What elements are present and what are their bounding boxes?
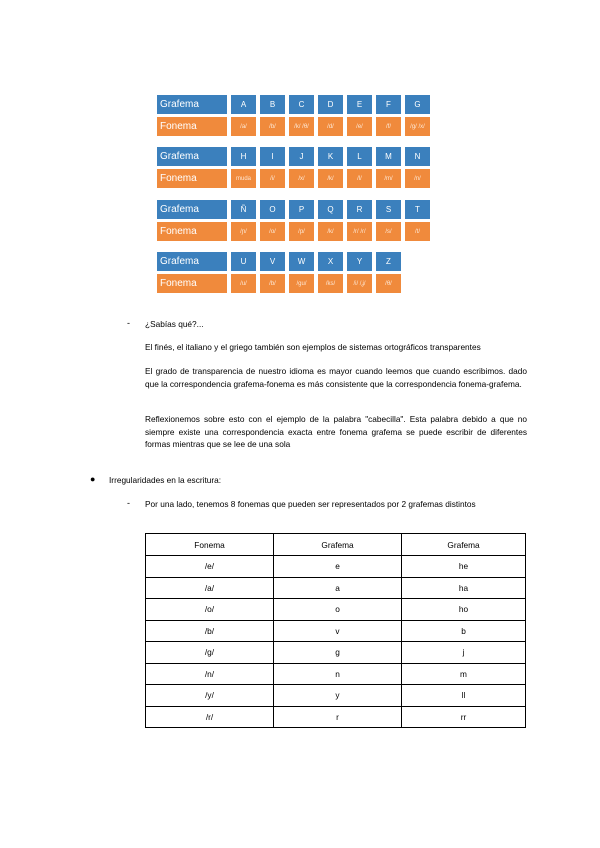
fonema-cell: /m/ — [376, 169, 401, 188]
table-row — [146, 706, 526, 728]
grafema-row-2 — [157, 147, 434, 166]
grafema-cell: y — [274, 685, 402, 707]
fonema-cell: /a/ — [231, 117, 256, 136]
grafema-cell: rr — [402, 706, 526, 728]
fonema-cell: /e/ — [146, 556, 274, 578]
grafema-row-1 — [157, 95, 434, 114]
bullet-icon: ● — [90, 474, 96, 484]
fonema-label: Fonema — [157, 169, 227, 188]
fonema-row-3 — [157, 222, 434, 241]
fonema-cell: /k/ — [318, 222, 343, 241]
grafema-cell: g — [274, 642, 402, 664]
grafema-cell: E — [347, 95, 372, 114]
fonema-cell: /gu/ — [289, 274, 314, 293]
grafema-cell: b — [402, 620, 526, 642]
grafema-cell: W — [289, 252, 314, 271]
fonema-cell: /k/ — [318, 169, 343, 188]
fonema-cell: /k/ /θ/ — [289, 117, 314, 136]
list-dash: - — [127, 318, 130, 328]
fonema-cell: /t/ — [405, 222, 430, 241]
grafema-cell: J — [289, 147, 314, 166]
fonema-cell: /g/ — [146, 642, 274, 664]
column-header: Fonema — [146, 534, 274, 556]
grafema-cell: O — [260, 200, 285, 219]
grafema-cell: Y — [347, 252, 372, 271]
grafema-cell: N — [405, 147, 430, 166]
grafema-cell: R — [347, 200, 372, 219]
grafema-cell: X — [318, 252, 343, 271]
fonema-row-1 — [157, 117, 434, 136]
fonema-cell: /a/ — [146, 577, 274, 599]
grafema-cell: ll — [402, 685, 526, 707]
fonema-cell: /r/ /ɾ/ — [347, 222, 372, 241]
grafema-cell: A — [231, 95, 256, 114]
fonema-grafema-table — [145, 533, 526, 728]
fonema-row-4 — [157, 274, 405, 293]
grafema-cell: m — [402, 663, 526, 685]
sabias-paragraph-1: El finés, el italiano y el griego también son ejemplos de sistemas ortográficos transparentes — [145, 342, 481, 352]
fonema-cell: /d/ — [318, 117, 343, 136]
grafema-cell: C — [289, 95, 314, 114]
fonema-cell: /f/ — [376, 117, 401, 136]
grafema-label: Grafema — [157, 200, 227, 219]
fonema-cell: /b/ — [146, 620, 274, 642]
list-dash: - — [127, 498, 130, 508]
fonema-cell: /l/ — [347, 169, 372, 188]
grafema-cell: Q — [318, 200, 343, 219]
irregularidades-intro: Por una lado, tenemos 8 fonemas que pueden ser representados por 2 grafemas distintos — [145, 499, 476, 509]
grafema-cell: G — [405, 95, 430, 114]
grafema-label: Grafema — [157, 95, 227, 114]
fonema-cell: /e/ — [347, 117, 372, 136]
fonema-cell: /i/ — [260, 169, 285, 188]
sabias-paragraph-3: Reflexionemos sobre esto con el ejemplo de la palabra "cabecilla". Esta palabra debido a que no siempre existe una correspondencia exacta entre fonema grafema se puede escribir de diferentes formas mientras que se lee de una sola — [145, 414, 527, 449]
grafema-cell: Z — [376, 252, 401, 271]
grafema-cell: he — [402, 556, 526, 578]
table-row — [146, 599, 526, 621]
table-row — [146, 685, 526, 707]
fonema-cell: /s/ — [376, 222, 401, 241]
fonema-label: Fonema — [157, 222, 227, 241]
grafema-label: Grafema — [157, 252, 227, 271]
grafema-cell: ha — [402, 577, 526, 599]
fonema-cell: /u/ — [231, 274, 256, 293]
grafema-cell: Ñ — [231, 200, 256, 219]
grafema-cell: a — [274, 577, 402, 599]
grafema-cell: r — [274, 706, 402, 728]
table-header-row — [146, 534, 526, 556]
fonema-cell: /n/ — [405, 169, 430, 188]
table-row — [146, 577, 526, 599]
grafema-cell: L — [347, 147, 372, 166]
grafema-cell: B — [260, 95, 285, 114]
fonema-label: Fonema — [157, 117, 227, 136]
column-header: Grafema — [274, 534, 402, 556]
fonema-cell: /o/ — [146, 599, 274, 621]
grafema-row-3 — [157, 200, 434, 219]
sabias-paragraph-2: El grado de transparencia de nuestro idioma es mayor cuando leemos que cuando escribimos. dado que la correspondencia grafema-fonema es más consistente que la correspondencia fonema-grafema. — [145, 366, 527, 389]
grafema-cell: ho — [402, 599, 526, 621]
fonema-cell: /y/ — [146, 685, 274, 707]
fonema-cell: muda — [231, 169, 256, 188]
sabias-heading: ¿Sabías qué?... — [145, 319, 204, 329]
fonema-cell: /g/ /x/ — [405, 117, 430, 136]
grafema-cell: H — [231, 147, 256, 166]
grafema-cell: V — [260, 252, 285, 271]
irregularidades-heading: Irregularidades en la escritura: — [109, 475, 222, 485]
grafema-cell: n — [274, 663, 402, 685]
grafema-cell: I — [260, 147, 285, 166]
grafema-cell: M — [376, 147, 401, 166]
fonema-cell: /b/ — [260, 117, 285, 136]
table-row — [146, 642, 526, 664]
grafema-cell: K — [318, 147, 343, 166]
grapheme-phoneme-chart — [157, 95, 434, 139]
fonema-cell: /i/ /ʝ/ — [347, 274, 372, 293]
column-header: Grafema — [402, 534, 526, 556]
table-row — [146, 663, 526, 685]
grapheme-phoneme-chart-3 — [157, 200, 434, 244]
grafema-cell: v — [274, 620, 402, 642]
grapheme-phoneme-chart-4 — [157, 252, 405, 296]
grafema-cell: j — [402, 642, 526, 664]
fonema-cell: /r/ — [146, 706, 274, 728]
fonema-cell: /b/ — [260, 274, 285, 293]
grapheme-phoneme-chart-2 — [157, 147, 434, 191]
fonema-cell: /θ/ — [376, 274, 401, 293]
fonema-cell: /n/ — [146, 663, 274, 685]
grafema-cell: F — [376, 95, 401, 114]
grafema-cell: T — [405, 200, 430, 219]
fonema-cell: /x/ — [289, 169, 314, 188]
grafema-cell: U — [231, 252, 256, 271]
grafema-label: Grafema — [157, 147, 227, 166]
grafema-cell: e — [274, 556, 402, 578]
grafema-cell: S — [376, 200, 401, 219]
table-row — [146, 556, 526, 578]
fonema-row-2 — [157, 169, 434, 188]
fonema-label: Fonema — [157, 274, 227, 293]
grafema-row-4 — [157, 252, 405, 271]
table-row — [146, 620, 526, 642]
fonema-cell: /ɲ/ — [231, 222, 256, 241]
fonema-cell: /ks/ — [318, 274, 343, 293]
fonema-cell: /p/ — [289, 222, 314, 241]
grafema-cell: P — [289, 200, 314, 219]
fonema-cell: /o/ — [260, 222, 285, 241]
grafema-cell: D — [318, 95, 343, 114]
grafema-cell: o — [274, 599, 402, 621]
